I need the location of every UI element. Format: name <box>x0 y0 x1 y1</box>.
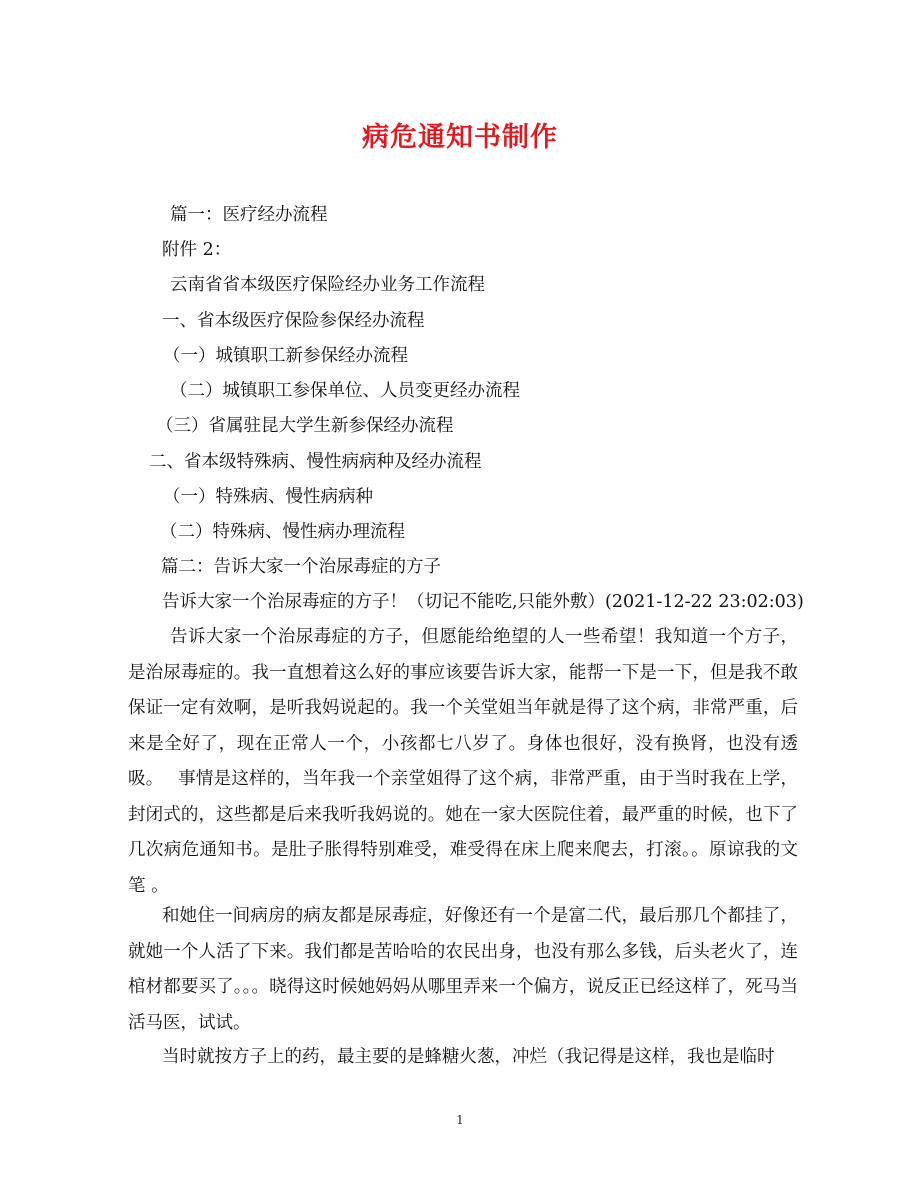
outline-item-1: 一、省本级医疗保险参保经办流程 <box>162 311 425 331</box>
article-headline: 告诉大家一个治尿毒症的方子！（切记不能吃,只能外敷）(2021-12-22 23:02:03) <box>162 592 804 612</box>
outline-item-1-2: （二）城镇职工参保单位、人员变更经办流程 <box>170 381 520 401</box>
outline-item-1-3: （三）省属驻昆大学生新参保经办流程 <box>156 416 454 436</box>
workflow-title: 云南省省本级医疗保险经办业务工作流程 <box>170 275 485 295</box>
body-paragraph-2: 和她住一间病房的病友都是尿毒症，好像还有一个是富二代，最后那几个都挂了，就她一个人活了下来。我们都是苦哈哈的农民出身，也没有那么多钱，后头老火了，连棺材都要买了。。。晓得这时候她妈妈从哪里弄来一个偏方，说反正已经这样了，死马当活马医，试试。 <box>128 906 798 1033</box>
outline-item-2: 二、省本级特殊病、慢性病病种及经办流程 <box>149 452 482 472</box>
section-heading-1: 篇一：医疗经办流程 <box>170 205 328 225</box>
body-paragraph-3: 当时就按方子上的药，最主要的是蜂糖火葱，冲烂（我记得是这样，我也是临时 <box>162 1047 775 1067</box>
document-title: 病危通知书制作 <box>362 122 558 153</box>
outline-item-2-2: （二）特殊病、慢性病办理流程 <box>160 522 405 542</box>
page-number: 1 <box>456 1113 464 1127</box>
attachment-label: 附件 2： <box>162 240 232 260</box>
section-heading-2: 篇二：告诉大家一个治尿毒症的方子 <box>161 557 441 577</box>
outline-item-1-1: （一）城镇职工新参保经办流程 <box>163 346 408 366</box>
body-paragraph-1: 告诉大家一个治尿毒症的方子，但愿能给绝望的人一些希望！我知道一个方子，是治尿毒症的。我一直想着这么好的事应该要告诉大家，能帮一下是一下，但是我不敢保证一定有效啊，是听我妈说起的。我一个关堂姐当年就是得了这个病，非常严重，后来是全好了，现在正常人一个，小孩都七八岁了。身体也很好，没有换肾，也没有透吸。 事情是这样的，当年我一个亲堂姐得了这个病，非常严重，由于当时我在上学，封闭式的，这些都是后来我听我妈说的。她在一家大医院住着，最严重的时候，也下了几次病危通知书。是肚子胀得特别难受，难受得在床上爬来爬去，打滚。。原谅我的文笔 。 <box>128 627 798 896</box>
outline-item-2-1: （一）特殊病、慢性病病种 <box>163 487 373 507</box>
